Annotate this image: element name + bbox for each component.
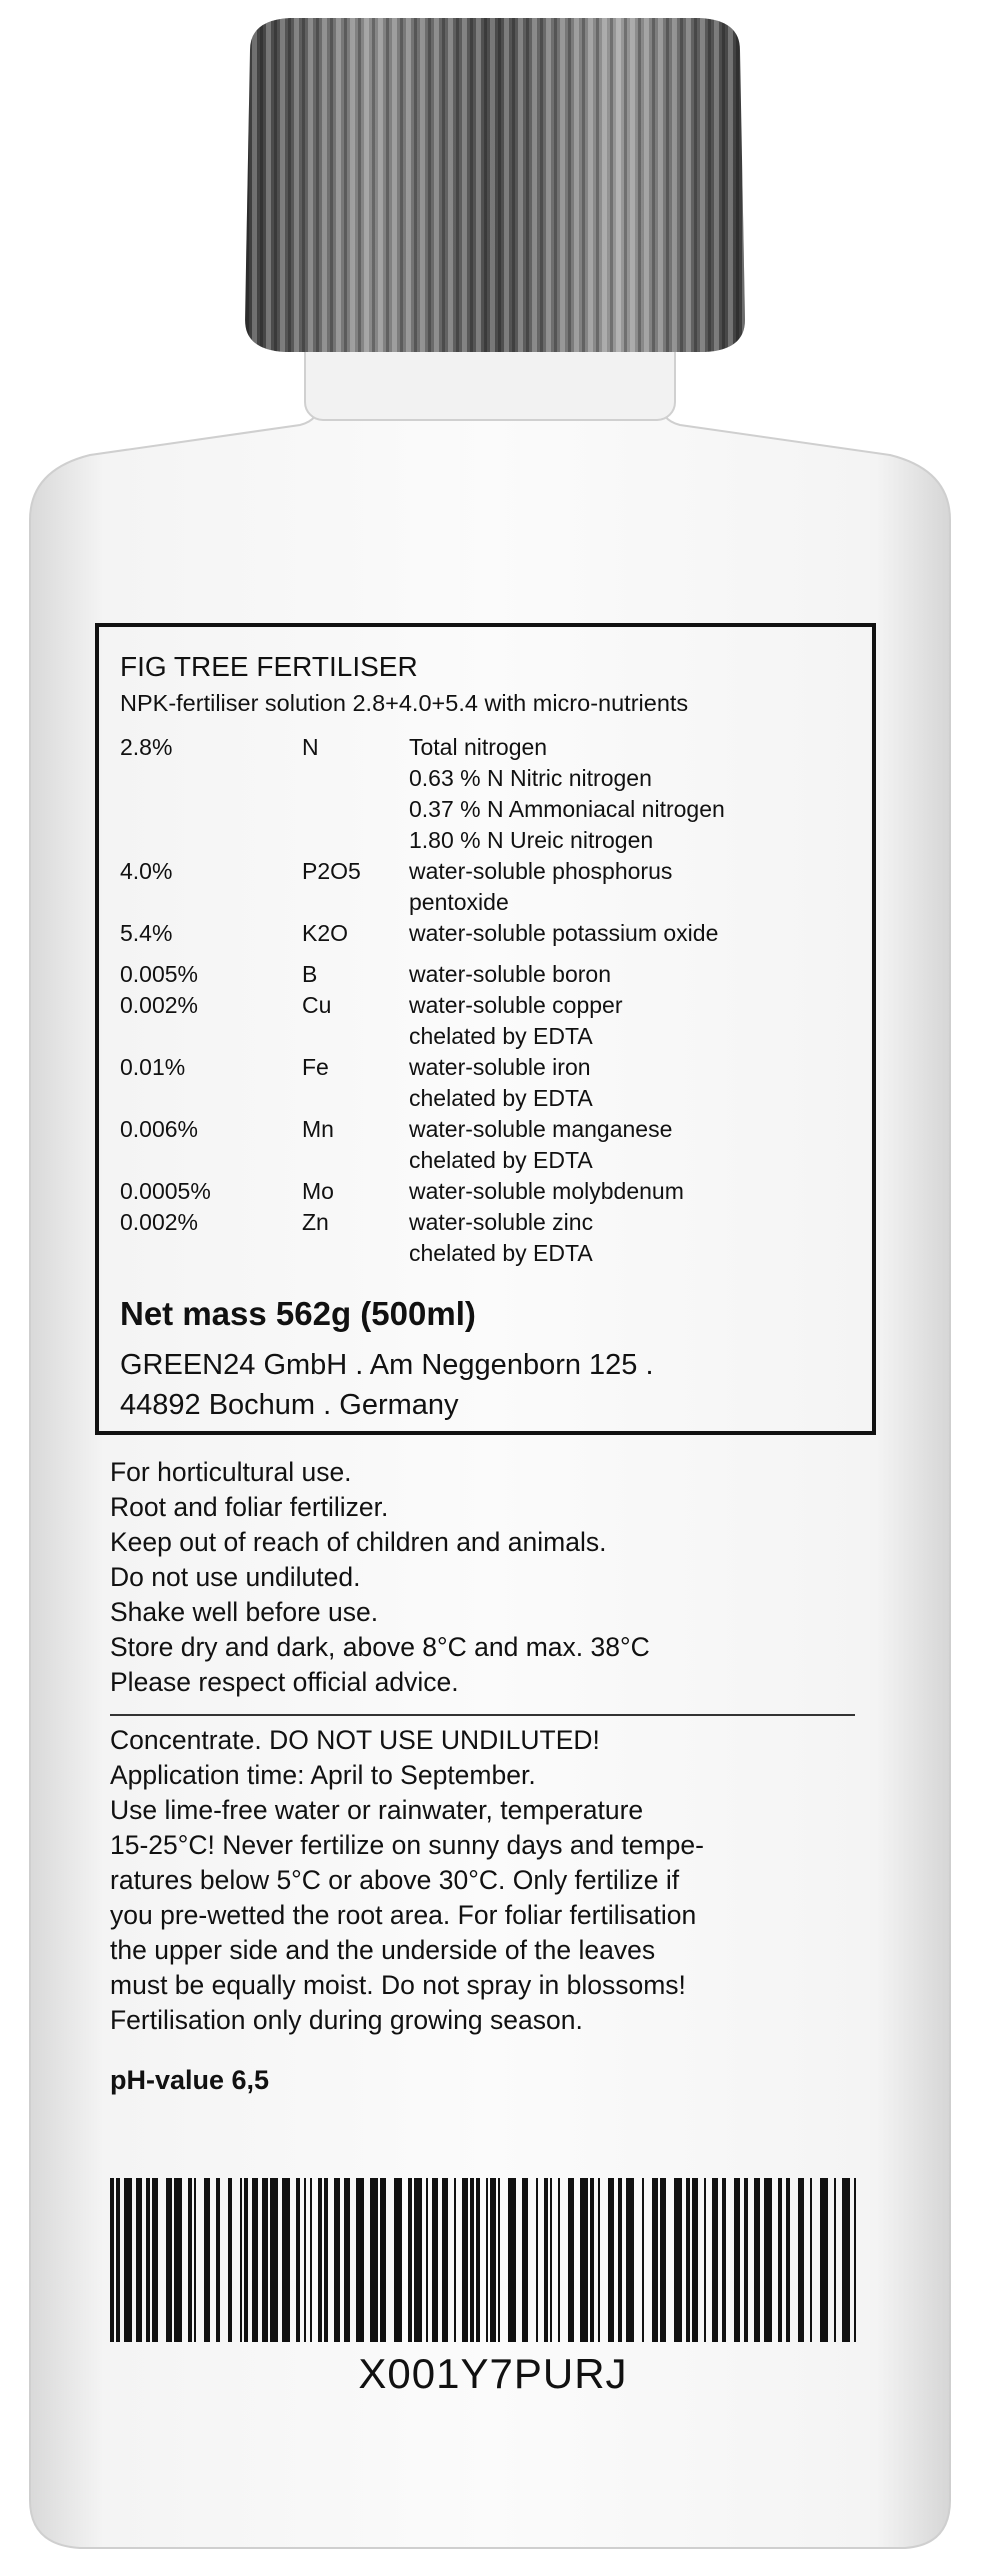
nutrient-description-line: chelated by EDTA [409, 1240, 593, 1266]
barcode-bar [174, 2178, 182, 2342]
barcode-bar [704, 2178, 706, 2342]
barcode-bar [692, 2178, 698, 2342]
nutrient-row [120, 959, 860, 990]
nutrient-description [409, 1176, 860, 1207]
barcode-bar [820, 2178, 828, 2342]
nutrient-symbol: Fe [302, 1054, 329, 1080]
barcode-bar [568, 2178, 574, 2342]
barcode-bar [642, 2178, 644, 2342]
barcode-bar [318, 2178, 322, 2342]
barcode [110, 2178, 863, 2342]
barcode-bar [310, 2178, 312, 2342]
nutrient-percent: 5.4% [120, 920, 173, 946]
barcode-bar [544, 2178, 548, 2342]
nutrient-row [120, 990, 860, 1052]
nutrient-symbol: Mn [302, 1116, 334, 1142]
barcode-bar [228, 2178, 232, 2342]
application-line: ratures below 5°C or above 30°C. Only fertilize if [110, 1865, 680, 1895]
nutrient-symbol: Zn [302, 1209, 329, 1235]
nutrient-description-line: 0.63 % N Nitric nitrogen [409, 765, 652, 791]
barcode-bar [734, 2178, 740, 2342]
nutrient-label [95, 623, 876, 1435]
barcode-bar [304, 2178, 306, 2342]
barcode-bar [498, 2178, 500, 2342]
nutrient-table [120, 732, 860, 1269]
instruction-line: Do not use undiluted. [110, 1562, 361, 1592]
company-address-line1: GREEN24 GmbH . Am Neggenborn 125 . [120, 1349, 654, 1381]
nutrient-description-line: 0.37 % N Ammoniacal nitrogen [409, 796, 725, 822]
nutrient-symbol: K2O [302, 920, 349, 946]
barcode-bar [216, 2178, 220, 2342]
nutrient-description-line: Total nitrogen [409, 734, 548, 760]
instruction-line: Shake well before use. [110, 1597, 379, 1627]
barcode-bar [674, 2178, 682, 2342]
barcode-bar [380, 2178, 386, 2342]
nutrient-symbol: P2O5 [302, 858, 361, 884]
nutrient-description [409, 990, 860, 1052]
nutrient-percent: 0.0005% [120, 1178, 211, 1204]
usage-instructions [110, 1455, 650, 1700]
product-title: FIG TREE FERTILISER [120, 651, 418, 682]
application-line: you pre-wetted the root area. For foliar fertilisation [110, 1900, 697, 1930]
barcode-bar [394, 2178, 402, 2342]
barcode-bar [188, 2178, 192, 2342]
barcode-bar [454, 2178, 456, 2342]
barcode-bar [426, 2178, 428, 2342]
nutrient-symbol: N [302, 734, 319, 760]
barcode-bar [754, 2178, 760, 2342]
barcode-bar [152, 2178, 158, 2342]
company-address-line2: 44892 Bochum . Germany [120, 1389, 459, 1421]
barcode-bar [490, 2178, 496, 2342]
barcode-bar [110, 2178, 114, 2342]
nutrient-description-line: water-soluble phosphorus [409, 858, 673, 884]
instruction-line: Keep out of reach of children and animals. [110, 1527, 607, 1557]
nutrient-description [409, 918, 860, 949]
barcode-bar [432, 2178, 438, 2342]
barcode-bar [116, 2178, 120, 2342]
barcode-bar [370, 2178, 378, 2342]
barcode-bar [194, 2178, 196, 2342]
barcode-bar [550, 2178, 552, 2342]
nutrient-symbol: Mo [302, 1178, 334, 1204]
barcode-bar [686, 2178, 690, 2342]
barcode-bar [834, 2178, 836, 2342]
nutrient-description [409, 1114, 860, 1176]
instruction-line: Store dry and dark, above 8°C and max. 38°C [110, 1632, 650, 1662]
instruction-line: For horticultural use. [110, 1457, 352, 1487]
barcode-bar [324, 2178, 328, 2342]
application-line: the upper side and the underside of the leaves [110, 1935, 656, 1965]
nutrient-row [120, 1176, 860, 1207]
nutrient-description [409, 856, 860, 918]
ph-value: pH-value 6,5 [110, 2065, 270, 2095]
nutrient-row [120, 1052, 860, 1114]
nutrient-row [120, 856, 860, 918]
nutrient-symbol: B [302, 961, 318, 987]
application-line: Concentrate. DO NOT USE UNDILUTED! [110, 1725, 600, 1755]
barcode-bar [166, 2178, 172, 2342]
barcode-bar [244, 2178, 248, 2342]
nutrient-description-line: 1.80 % N Ureic nitrogen [409, 827, 654, 853]
barcode-bar [334, 2178, 340, 2342]
nutrient-description-line: water-soluble potassium oxide [409, 920, 719, 946]
nutrient-description-line: chelated by EDTA [409, 1085, 593, 1111]
nutrient-percent: 0.01% [120, 1054, 186, 1080]
barcode-bar [476, 2178, 480, 2342]
barcode-bar [764, 2178, 772, 2342]
nutrient-row [120, 1207, 860, 1269]
barcode-bar [660, 2178, 666, 2342]
barcode-bar [136, 2178, 142, 2342]
nutrient-description-line: pentoxide [409, 889, 509, 915]
nutrient-percent: 0.002% [120, 992, 199, 1018]
nutrient-description [409, 1207, 860, 1269]
barcode-bar [252, 2178, 258, 2342]
barcode-bar [598, 2178, 600, 2342]
barcode-bar [296, 2178, 300, 2342]
nutrient-description-line: water-soluble zinc [409, 1209, 594, 1235]
barcode-bar [798, 2178, 804, 2342]
product-subtitle: NPK-fertiliser solution 2.8+4.0+5.4 with micro-nutrients [120, 690, 689, 716]
barcode-bar [204, 2178, 210, 2342]
barcode-bar [356, 2178, 364, 2342]
nutrient-description-line: chelated by EDTA [409, 1147, 593, 1173]
barcode-bar [786, 2178, 790, 2342]
barcode-bar [344, 2178, 350, 2342]
nutrient-percent: 0.006% [120, 1116, 199, 1142]
barcode-bar [282, 2178, 290, 2342]
nutrient-row [120, 732, 860, 856]
barcode-bar [522, 2178, 528, 2342]
application-line: Use lime-free water or rainwater, temperature [110, 1795, 644, 1825]
barcode-bar [854, 2178, 856, 2342]
barcode-bar [240, 2178, 242, 2342]
barcode-bar [124, 2178, 132, 2342]
barcode-bar [778, 2178, 782, 2342]
barcode-bar [146, 2178, 150, 2342]
barcode-bar [618, 2178, 622, 2342]
barcode-bar [508, 2178, 516, 2342]
barcode-bar [626, 2178, 634, 2342]
nutrient-percent: 4.0% [120, 858, 173, 884]
barcode-bar [590, 2178, 594, 2342]
barcode-bar [712, 2178, 718, 2342]
barcode-bar [470, 2178, 474, 2342]
application-line: Fertilisation only during growing season. [110, 2005, 583, 2035]
barcode-bar [842, 2178, 850, 2342]
barcode-bar [608, 2178, 614, 2342]
divider [110, 1714, 855, 1716]
nutrient-description [409, 1052, 860, 1114]
barcode-bar [270, 2178, 278, 2342]
barcode-bar [262, 2178, 268, 2342]
nutrient-symbol: Cu [302, 992, 332, 1018]
barcode-bar [744, 2178, 748, 2342]
nutrient-description-line: water-soluble boron [409, 961, 612, 987]
barcode-bar [652, 2178, 658, 2342]
barcode-bar [558, 2178, 560, 2342]
barcode-bar [722, 2178, 726, 2342]
barcode-bar [580, 2178, 588, 2342]
nutrient-description-line: water-soluble manganese [409, 1116, 673, 1142]
application-line: Application time: April to September. [110, 1760, 536, 1790]
nutrient-description-line: water-soluble copper [409, 992, 623, 1018]
instruction-line: Please respect official advice. [110, 1667, 459, 1697]
nutrient-percent: 2.8% [120, 734, 173, 760]
nutrient-row [120, 1114, 860, 1176]
nutrient-description-line: chelated by EDTA [409, 1023, 593, 1049]
net-mass: Net mass 562g (500ml) [120, 1295, 476, 1332]
nutrient-description-line: water-soluble molybdenum [409, 1178, 684, 1204]
nutrient-description [409, 732, 860, 856]
barcode-bar [462, 2178, 468, 2342]
barcode-bar [408, 2178, 412, 2342]
application-line: 15-25°C! Never fertilize on sunny days and tempe- [110, 1830, 704, 1860]
barcode-bar [486, 2178, 488, 2342]
application-line: must be equally moist. Do not spray in blossoms! [110, 1970, 686, 2000]
nutrient-row [120, 918, 860, 949]
instruction-line: Root and foliar fertilizer. [110, 1492, 389, 1522]
nutrient-percent: 0.005% [120, 961, 199, 987]
nutrient-description-line: water-soluble iron [409, 1054, 591, 1080]
barcode-number: X001Y7PURJ [358, 2350, 628, 2397]
barcode-bar [536, 2178, 538, 2342]
barcode-bar [414, 2178, 422, 2342]
barcode-bar [810, 2178, 812, 2342]
barcode-bar [442, 2178, 448, 2342]
nutrient-percent: 0.002% [120, 1209, 199, 1235]
nutrient-description [409, 959, 860, 990]
application-instructions [110, 1723, 870, 2038]
